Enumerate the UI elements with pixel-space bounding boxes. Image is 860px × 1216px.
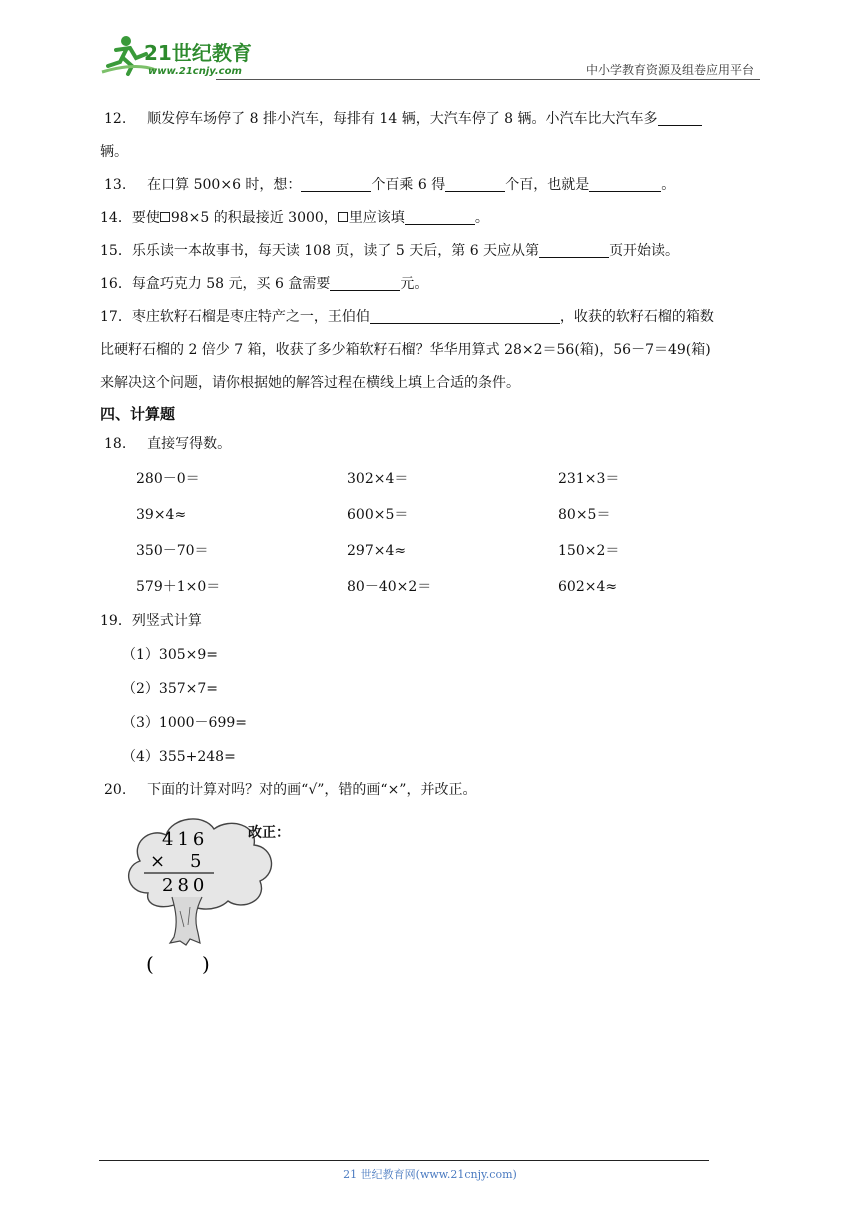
question-15 — [100, 235, 765, 268]
calc-multiplicand: 416 — [162, 829, 209, 850]
q13-blank-1[interactable] — [301, 172, 371, 192]
footer-text: 21 世纪教育网(www.21cnjy.com) — [343, 1168, 517, 1181]
question-17 — [100, 301, 765, 334]
q17-line-2: 比硬籽石榴的 2 倍少 7 箱，收获了多少箱软籽石榴？华华用算式 28×2＝56(箱)，56－7＝49(箱) — [100, 342, 711, 358]
worksheet-content — [100, 103, 765, 807]
math-item: 280－0＝ — [136, 471, 200, 487]
paren-open: ( — [146, 952, 154, 976]
calc-result: 280 — [162, 875, 209, 896]
q13-text-d: 。 — [661, 177, 676, 193]
calc-multiplier: 5 — [190, 851, 202, 872]
question-14 — [100, 202, 765, 235]
vertical-calc-item: （4）355+248= — [122, 749, 236, 765]
paren-close: ) — [202, 952, 210, 976]
q17-blank[interactable] — [370, 304, 560, 324]
correction-label: 改正： — [248, 825, 290, 841]
logo — [96, 32, 266, 78]
q13-text-a: 在口算 500×6 时，想： — [147, 177, 302, 193]
q14-blank[interactable] — [405, 205, 475, 225]
page-header — [96, 32, 760, 80]
question-18 — [100, 428, 765, 461]
q13-blank-2[interactable] — [445, 172, 505, 192]
footer-rule — [99, 1160, 709, 1161]
q12-number: 12. — [104, 111, 127, 127]
q13-text-b: 个百乘 6 得 — [371, 177, 446, 193]
q14-text-b: 98×5 的积最接近 3000， — [170, 210, 338, 226]
q15-text-a: 15．乐乐读一本故事书，每天读 108 页，读了 5 天后，第 6 天应从第 — [100, 243, 540, 259]
math-item: 39×4≈ — [136, 507, 187, 523]
math-item: 579＋1×0＝ — [136, 579, 221, 595]
platform-name: 中小学教育资源及组卷应用平台 — [585, 63, 754, 77]
q17-text-a: 17．枣庄软籽石榴是枣庄特产之一，王伯伯 — [100, 309, 370, 325]
q13-text-c: 个百，也就是 — [505, 177, 590, 193]
q18-number: 18. — [104, 436, 127, 452]
vertical-calc-item: （2）357×7= — [122, 681, 218, 697]
q12-answer-blank[interactable] — [658, 106, 702, 126]
box-placeholder-icon — [160, 212, 170, 222]
vertical-calc-item: （3）1000－699= — [122, 715, 247, 731]
question-20 — [100, 774, 765, 807]
q17-line-3: 来解决这个问题，请你根据她的解答过程在横线上填上合适的条件。 — [100, 375, 520, 391]
judgement-answer-slot[interactable] — [158, 953, 202, 975]
logo-main-text: 21世纪教育 — [144, 41, 252, 65]
logo-sub-text: www.21cnjy.com — [148, 66, 242, 77]
question-19: 19．列竖式计算 — [100, 613, 202, 629]
q15-text-b: 页开始读。 — [609, 243, 680, 259]
q13-number: 13. — [104, 177, 127, 193]
q14-text-d: 。 — [474, 210, 489, 226]
q16-text-b: 元。 — [400, 276, 429, 292]
header-rule — [216, 79, 760, 80]
q12-continuation: 辆。 — [100, 144, 128, 160]
tree-trunk-icon — [170, 897, 202, 945]
box-placeholder-icon — [338, 212, 348, 222]
q17-text-b: ，收获的软籽石榴的箱数 — [559, 309, 714, 325]
q20-title: 下面的计算对吗？对的画“√”，错的画“×”，并改正。 — [147, 782, 477, 798]
q18-title: 直接写得数。 — [147, 436, 232, 452]
math-item: 80×5＝ — [558, 507, 611, 523]
q12-text: 顺发停车场停了 8 排小汽车，每排有 14 辆，大汽车停了 8 辆。小汽车比大汽车多 — [147, 111, 658, 127]
math-item: 350－70＝ — [136, 543, 209, 559]
math-item: 80－40×2＝ — [347, 579, 432, 595]
q16-blank[interactable] — [330, 271, 400, 291]
q13-blank-3[interactable] — [589, 172, 661, 192]
question-16 — [100, 268, 765, 301]
multiply-sign: × — [150, 851, 166, 872]
mental-math-grid — [100, 461, 765, 605]
q20-number: 20. — [104, 782, 127, 798]
math-item: 297×4≈ — [347, 543, 407, 559]
q14-text-a: 14．要使 — [100, 210, 160, 226]
math-item: 602×4≈ — [558, 579, 618, 595]
question-12 — [100, 103, 765, 136]
q15-blank[interactable] — [539, 238, 609, 258]
math-item: 302×4＝ — [347, 471, 409, 487]
question-13 — [100, 169, 765, 202]
math-item: 600×5＝ — [347, 507, 409, 523]
q14-text-c: 里应该填 — [348, 210, 405, 226]
q16-text-a: 16．每盒巧克力 58 元，买 6 盒需要 — [100, 276, 331, 292]
vertical-calc-item: （1）305×9= — [122, 647, 218, 663]
math-item: 231×3＝ — [558, 471, 620, 487]
section-heading: 四、计算题 — [100, 405, 176, 423]
math-item: 150×2＝ — [558, 543, 620, 559]
